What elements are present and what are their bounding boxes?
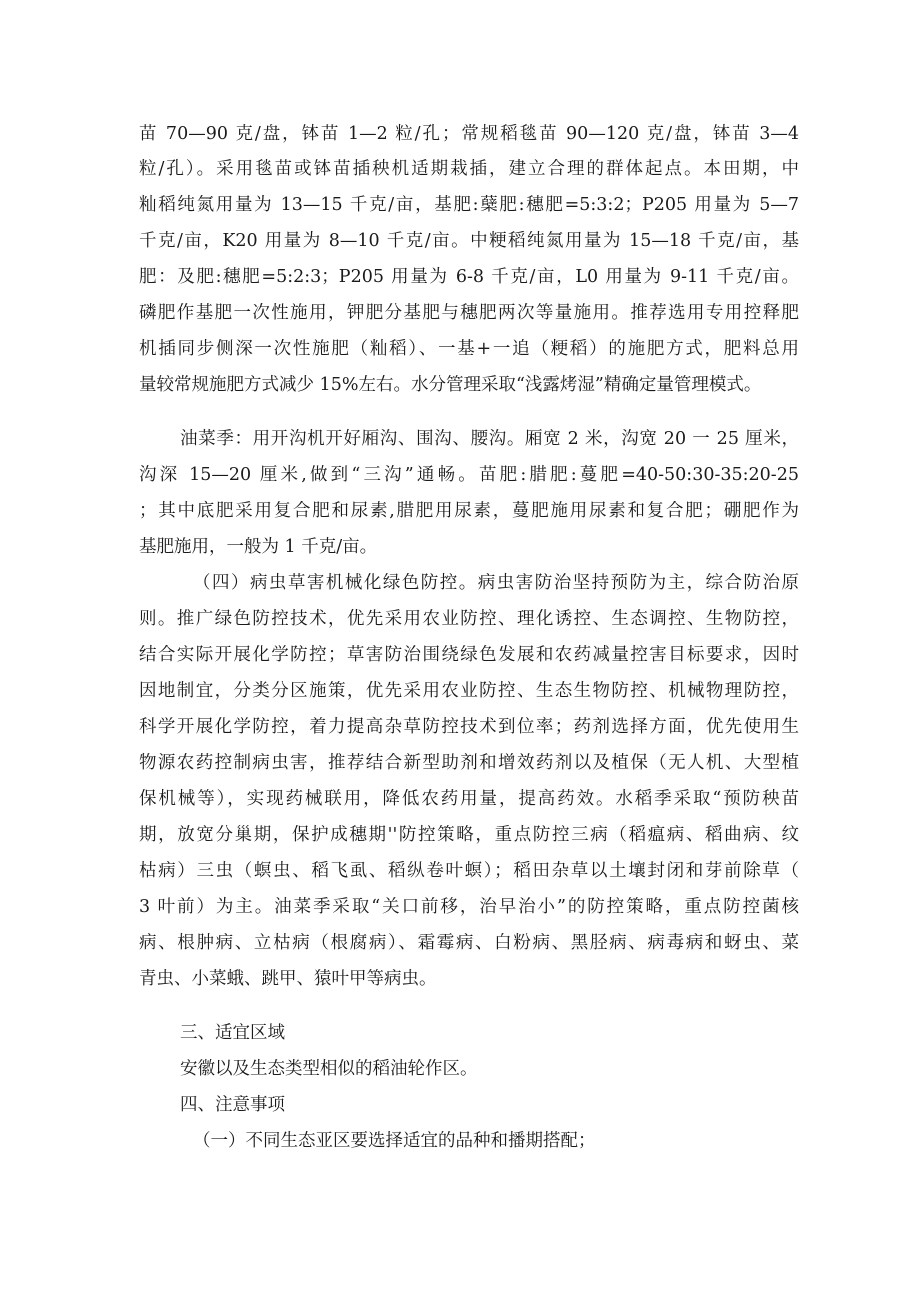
text-line: 肥：及肥:穗肥=5:2:3；P205 用量为 6-8 千克/亩，L0 用量为 9-11 千克/亩。 [139, 267, 799, 287]
text-line: 油菜季：用开沟机开好厢沟、围沟、腰沟。厢宽 2 米，沟宽 20 一 25 厘米， [180, 429, 799, 449]
text-line: 枯病）三虫（螟虫、稻飞虱、稻纵卷叶螟）；稻田杂草以土壤封闭和芽前除草（ [139, 861, 799, 881]
text-line: （四）病虫草害机械化绿色防控。病虫害防治坚持预防为主，综合防治原 [193, 573, 799, 593]
text-line: 粒/孔）。采用毯苗或钵苗插秧机适期栽插，建立合理的群体起点。本田期，中 [139, 159, 799, 179]
text-line: 科学开展化学防控，着力提高杂草防控技术到位率；药剂选择方面，优先使用生 [139, 717, 799, 737]
text-line: 磷肥作基肥一次性施用，钾肥分基肥与穗肥两次等量施用。推荐选用专用控释肥 [139, 303, 799, 323]
text-line: 病、根肿病、立枯病（根腐病）、霜霉病、白粉病、黑胫病、病毒病和蚜虫、菜 [139, 933, 799, 953]
text-line: 基肥施用，一般为 1 千克/亩。 [139, 537, 378, 557]
text-line: 苗 70—90 克/盘，钵苗 1—2 粒/孔；常规稻毯苗 90—120 克/盘，钵苗 3—4 [139, 124, 799, 144]
text-line: 物源农药控制病虫害，推荐结合新型助剂和增效药剂以及植保（无人机、大型植 [139, 753, 799, 773]
text-line: 安徽以及生态类型相似的稻油轮作区。 [180, 1059, 478, 1079]
text-line: 千克/亩，K20 用量为 8—10 千克/亩。中粳稻纯氮用量为 15—18 千克/亩，基 [139, 231, 799, 251]
section-heading: 三、适宜区域 [180, 1023, 285, 1043]
text-line: 因地制宜，分类分区施策，优先采用农业防控、生态生物防控、机械物理防控， [139, 681, 799, 701]
text-line: 结合实际开展化学防控；草害防治围绕绿色发展和农药减量控害目标要求，因时 [139, 645, 799, 665]
text-line: 期，放宽分巢期，保护成穗期''防控策略，重点防控三病（稻瘟病、稻曲病、纹 [139, 825, 799, 845]
text-line: 3 叶前）为主。油菜季采取“关口前移，治早治小”的防控策略，重点防控菌核 [139, 897, 799, 917]
text-line: （一）不同生态亚区要选择适宜的品种和播期搭配； [193, 1131, 596, 1151]
text-line: 沟深 15—20 厘米,做到“三沟”通畅。苗肥:腊肥:蔓肥=40-50:30-35:20-25 [139, 465, 799, 485]
text-line: 保机械等），实现药械联用，降低农药用量，提高药效。水稻季采取“预防秧苗 [139, 789, 799, 809]
text-line: 则。推广绿色防控技术，优先采用农业防控、理化诱控、生态调控、生物防控， [139, 609, 799, 629]
text-line: 籼稻纯氮用量为 13—15 千克/亩，基肥:蘖肥:穗肥=5:3:2；P205 用量为 5—7 [139, 195, 799, 215]
section-heading: 四、注意事项 [180, 1095, 285, 1115]
text-line: 量较常规施肥方式减少 15%左右。水分管理采取“浅露烤湿”精确定量管理模式。 [139, 375, 762, 395]
text-line: ；其中底肥采用复合肥和尿素,腊肥用尿素，蔓肥施用尿素和复合肥；硼肥作为 [139, 501, 799, 521]
text-line: 青虫、小菜蛾、跳甲、猿叶甲等病虫。 [139, 969, 437, 989]
text-line: 机插同步侧深一次性施肥（籼稻）、一基+一追（粳稻）的施肥方式，肥料总用 [139, 339, 799, 359]
